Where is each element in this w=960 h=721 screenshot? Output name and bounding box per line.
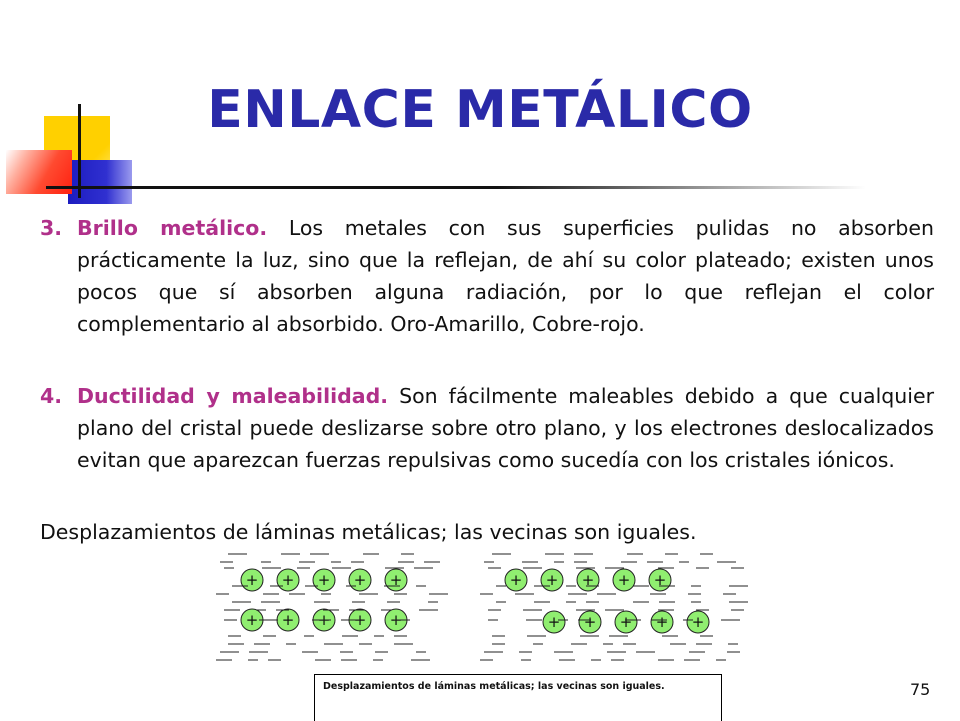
figure-description: Desplazamientos de láminas metálicas; las vecinas son iguales. bbox=[40, 520, 697, 544]
item-heading: Ductilidad y maleabilidad. bbox=[77, 384, 389, 408]
title-underline bbox=[46, 186, 866, 189]
ion-charge-label: + bbox=[281, 571, 295, 589]
item-heading: Brillo metálico. bbox=[77, 216, 268, 240]
ion-charge-label: + bbox=[389, 611, 403, 629]
caption-box bbox=[314, 674, 722, 721]
ion-charge-label: + bbox=[317, 611, 331, 629]
ion-charge-label: + bbox=[509, 571, 523, 589]
ion-charge-label: + bbox=[353, 571, 367, 589]
ion-charge-label: + bbox=[317, 571, 331, 589]
ion-charge-label: + bbox=[583, 613, 597, 631]
lattice-shifted bbox=[480, 554, 748, 660]
ion-charge-label: + bbox=[581, 571, 595, 589]
list-item-ductilidad bbox=[40, 380, 934, 476]
ion-charge-label: + bbox=[691, 613, 705, 631]
item-number: 3. bbox=[40, 216, 63, 240]
item-text: Los metales con sus superficies pulidas no absorben prácticamente la luz, sino que la reflejan, de ahí su color plateado; existen unos pocos que sí absorben alguna radiación, por lo que reflejan el color complementario al absorbido. Oro-Amarillo, Cobre-rojo. bbox=[77, 216, 934, 336]
ion-charge-label: + bbox=[619, 613, 633, 631]
ion-charge-label: + bbox=[245, 571, 259, 589]
ion-charge-label: + bbox=[245, 611, 259, 629]
ion-charge-label: + bbox=[353, 611, 367, 629]
ion-charge-label: + bbox=[617, 571, 631, 589]
item-text: Son fácilmente maleables debido a que cualquier plano del cristal puede deslizarse sobre otro plano, y los electrones deslocalizados evitan que aparezcan fuerzas repulsivas como sucedía con los cristales iónicos. bbox=[77, 384, 935, 472]
ion-charge-label: + bbox=[547, 613, 561, 631]
slide-title: ENLACE METÁLICO bbox=[207, 80, 753, 140]
item-body bbox=[40, 380, 934, 476]
figure-caption: Desplazamientos de láminas metálicas; las vecinas son iguales. bbox=[323, 681, 665, 692]
ion-charge-label: + bbox=[545, 571, 559, 589]
lattice-unshifted bbox=[216, 554, 448, 660]
item-body bbox=[40, 212, 934, 340]
ion-charge-label: + bbox=[389, 571, 403, 589]
ion-charge-label: + bbox=[281, 611, 295, 629]
page-number: 75 bbox=[910, 680, 931, 699]
item-number: 4. bbox=[40, 384, 63, 408]
ion-charge-label: + bbox=[655, 613, 669, 631]
ion-charge-label: + bbox=[653, 571, 667, 589]
list-item-brillo bbox=[40, 212, 934, 340]
metal-lattice-figure bbox=[200, 548, 760, 668]
